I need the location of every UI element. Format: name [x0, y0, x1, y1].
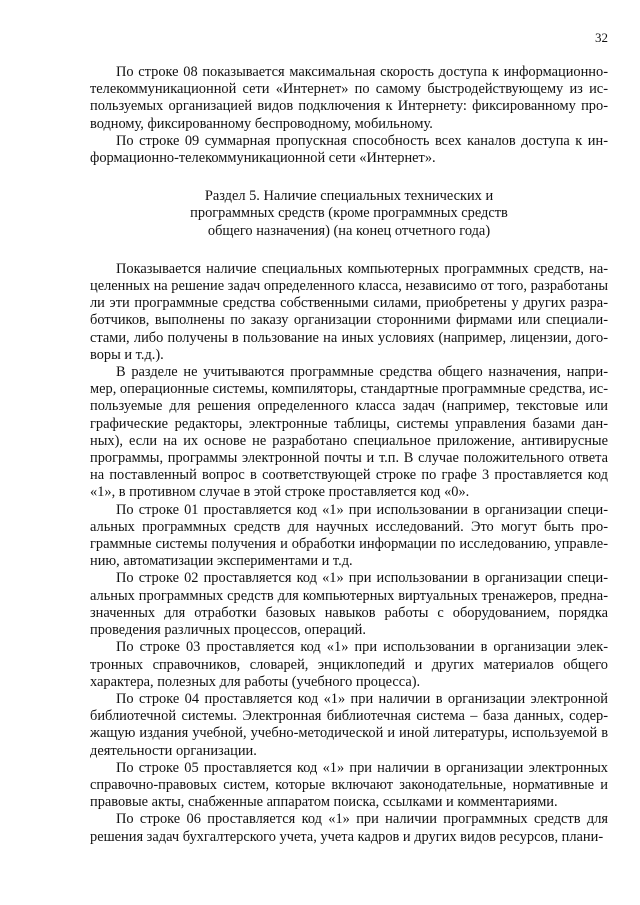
paragraph-row-06: По строке 06 проставляется код «1» при наличии программных средств для решения задач бухгалтерского учета, учета кадров и других видов ресурсов, плани- [90, 811, 608, 845]
paragraph-row-04: По строке 04 проставляется код «1» при наличии в организации электронной библиотечной системы. Электронная библиотечная система – база данных, содержащую издания учебной, учебно-методической и иной литературы, используемой в деятельности организации. [90, 690, 608, 759]
paragraph-row-09: По строке 09 суммарная пропускная способность всех каналов доступа к информационно-телекоммуникационной сети «Интернет». [90, 132, 608, 167]
section-5-heading [90, 188, 608, 240]
paragraph-row-01: По строке 01 проставляется код «1» при использовании в организации специальных программных средств для научных исследований. Это могут быть программные системы получения и обработки информации по исследованию, управлению, автоматизации экспериментами и т.д. [90, 501, 608, 570]
section-heading-line: программных средств (кроме программных средств [190, 205, 508, 222]
paragraph-row-08: По строке 08 показывается максимальная скорость доступа к информационно-телекоммуникационной сети «Интернет» по самому быстродействующему из используемых организацией видов подключения к Интернету: фиксированному проводному, фиксированному беспроводному, мобильному. [90, 64, 608, 132]
paragraph-exclusions: В разделе не учитываются программные средства общего назначения, например, операционные системы, компиляторы, стандартные программные средства, используемые для решения определенного класса задач (например, текстовые или графические редакторы, электронные таблицы, системы управления базами данных), если на их основе не разработано специальное приложение, антивирусные программы, программы электронной почты и т.п. В случае положительного ответа на поставленный вопрос в соответствующей строке по графе 3 проставляется код «1», в противном случае в этой строке проставляется код «0». [90, 364, 608, 501]
page-number: 32 [595, 30, 608, 45]
document-body [90, 64, 608, 846]
paragraph-section-description: Показывается наличие специальных компьютерных программных средств, нацеленных на решение задач определенного класса, независимо от того, разработаны ли эти программные средства собственными силами, приобретены у других разработчиков, выполнены по заказу организации сторонними фирмами или специалистами, либо получены в пользование на иных условиях (например, лицензии, договоры и т.д.). [90, 260, 608, 363]
document-page [90, 28, 608, 898]
paragraph-row-02: По строке 02 проставляется код «1» при использовании в организации специальных программных средств для компьютерных виртуальных тренажеров, предназначенных для отработки базовых навыков работы с оборудованием, порядка проведения различных процессов, операций. [90, 570, 608, 639]
paragraph-row-05: По строке 05 проставляется код «1» при наличии в организации электронных справочно-правовых систем, которые включают законодательные, нормативные и правовые акты, снабженные аппаратом поиска, ссылками и комментариями. [90, 759, 608, 811]
paragraph-row-03: По строке 03 проставляется код «1» при использовании в организации электронных справочников, словарей, энциклопедий и других материалов общего характера, полезных для работы (учебного процесса). [90, 639, 608, 690]
section-heading-line: общего назначения) (на конец отчетного года) [207, 222, 491, 239]
section-heading-line: Раздел 5. Наличие специальных технических и [204, 188, 494, 205]
